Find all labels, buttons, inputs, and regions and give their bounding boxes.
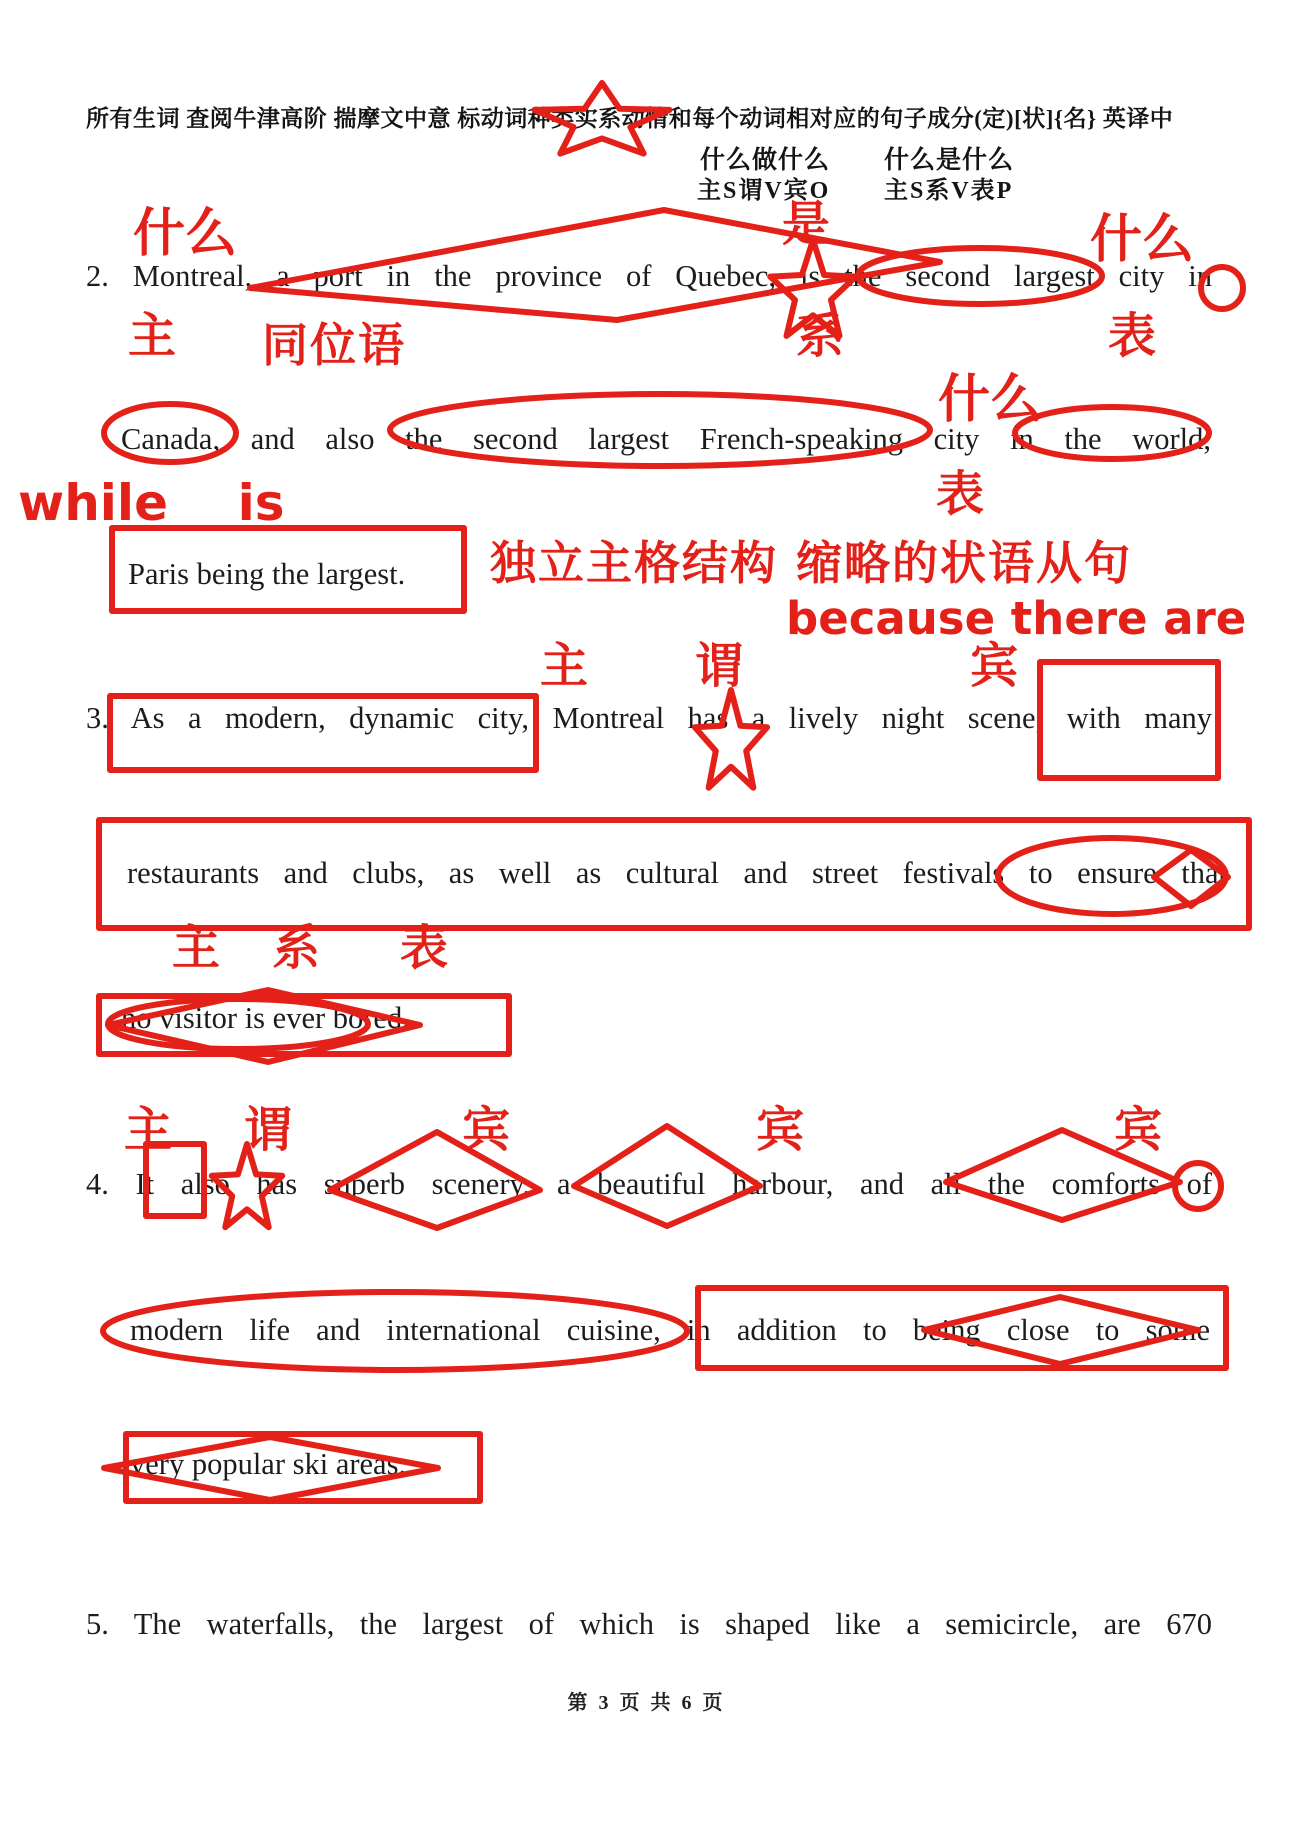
annotation-shi: 是 [782,196,831,252]
label-object-s3: 宾 [970,638,1019,694]
label-predicate-s4: 谓 [244,1102,293,1158]
label-linking-s3b: 系 [272,920,321,976]
sentence-3-line-3: no visitor is ever bored. [121,1001,410,1035]
label-predicate-s3: 谓 [695,638,744,694]
header-instructions: 所有生词 查阅牛津高阶 揣摩文中意 标动词种类实系动情和每个动词相对应的句子成分(定)[状]{名} 英译中 [86,106,1174,131]
label-subject-s2: 主 [128,308,177,364]
sentence-2-line-3: Paris being the largest. [128,557,406,591]
annotation-while-is: while is [18,474,285,532]
label-predicative-s3b: 表 [400,920,449,976]
annotation-what-subject: 什么 [133,204,238,264]
sentence-3-line-1: 3. As a modern, dynamic city, Montreal has a lively night scene, with many [86,701,1212,735]
sentence-4-line-2: modern life and international cuisine, in addition to being close to some [130,1313,1210,1347]
label-subject-s4: 主 [124,1102,173,1158]
label-object-s4c: 宾 [1114,1102,1163,1158]
label-linking-s2: 系 [796,308,845,364]
header-formula-svp: 主S系V表P [884,178,1014,204]
label-object-s4b: 宾 [756,1102,805,1158]
sentence-2-line-1: 2. Montreal, a port in the province of Quebec, is the second largest city in [86,259,1212,293]
sentence-2-line-2: Canada, and also the second largest French-speaking city in the world, [121,422,1211,456]
label-predicative-s2b: 表 [936,466,985,522]
annotation-because-there-are: because there are [786,592,1247,645]
header-pattern-svp: 什么是什么 [884,147,1015,174]
header-pattern-svo: 什么做什么 [700,147,831,174]
sentence-4-line-1: 4. It also has superb scenery, a beautiful harbour, and all the comforts of [86,1167,1212,1201]
annotation-what-predicative-2: 什么 [938,370,1043,430]
annotation-what-predicative-1: 什么 [1090,210,1195,270]
sentence-5-line-1: 5. The waterfalls, the largest of which is shaped like a semicircle, are 670 [86,1607,1212,1641]
header-formula-svo: 主S谓V宾O [697,178,831,204]
sentence-3-line-2: restaurants and clubs, as well as cultural and street festivals to ensure that [127,856,1227,890]
annotation-absolute-construction: 独立主格结构 缩略的状语从句 [490,536,1133,590]
label-object-s4a: 宾 [462,1102,511,1158]
sentence-4-line-3: very popular ski areas. [130,1447,407,1481]
label-subject-s3b: 主 [172,920,221,976]
page-number: 第 3 页 共 6 页 [567,1692,726,1714]
label-predicative-s2: 表 [1108,308,1157,364]
label-appositive: 同位语 [262,318,406,372]
label-subject-s3: 主 [540,638,589,694]
